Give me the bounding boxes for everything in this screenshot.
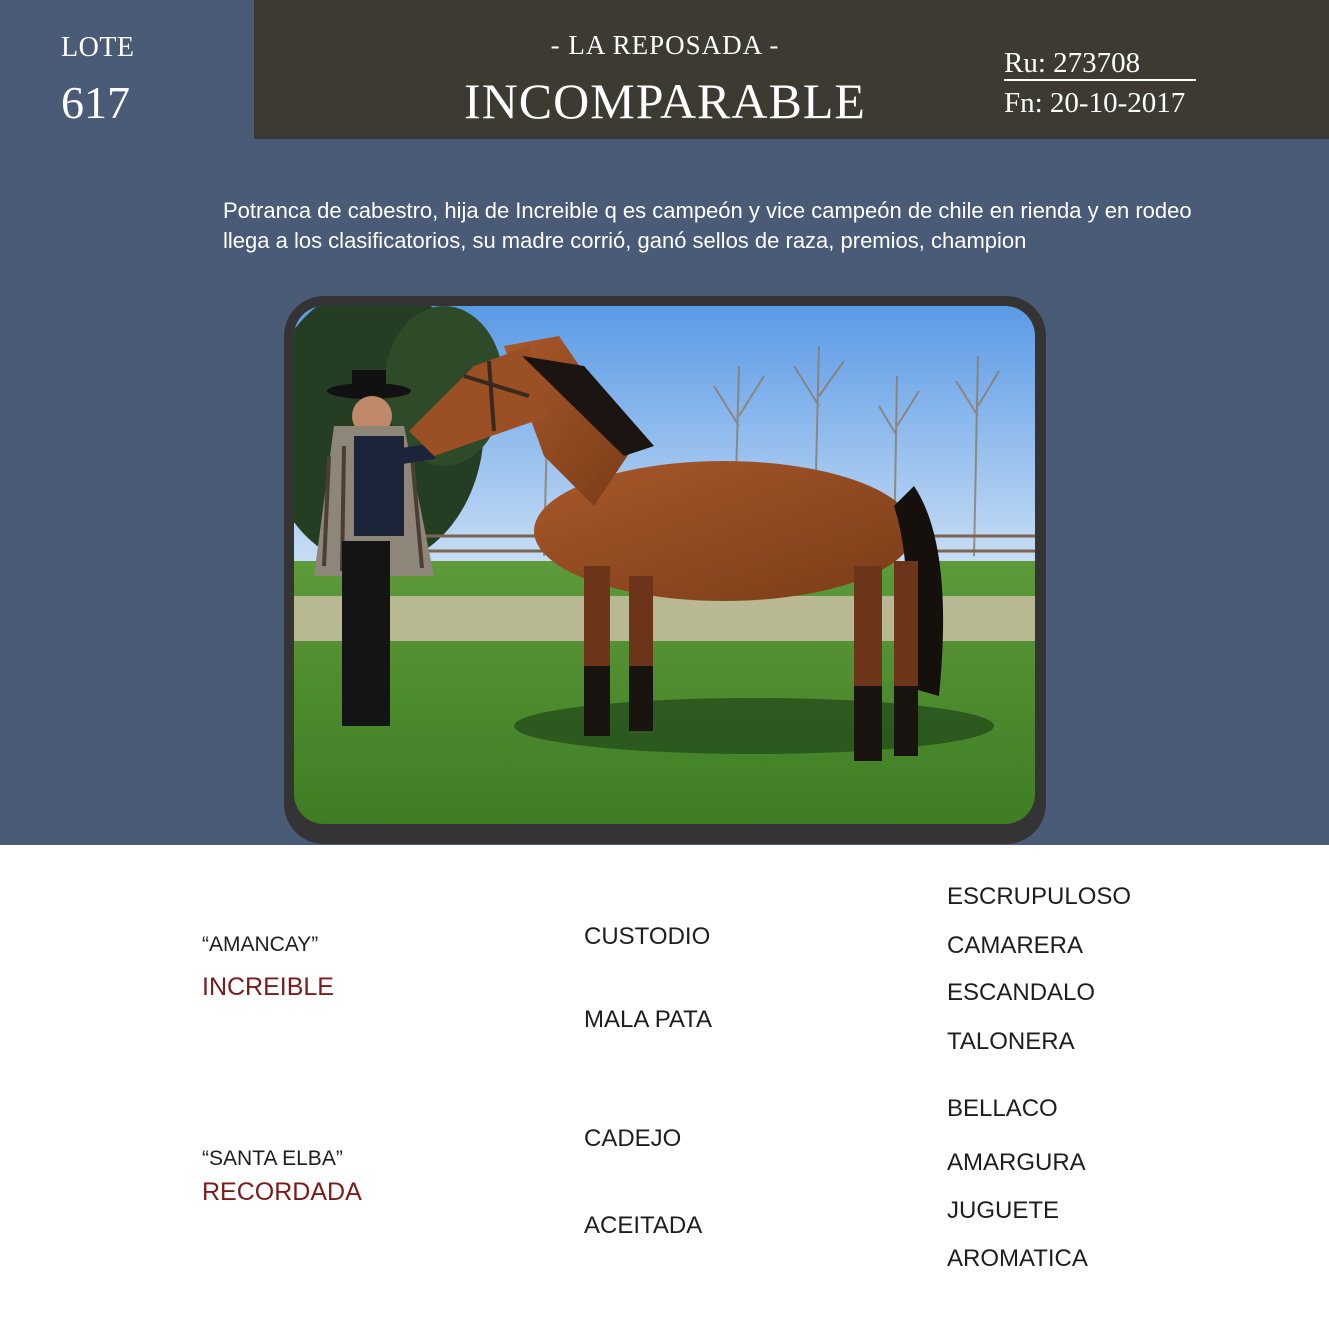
grandparent-3: CADEJO [584, 1125, 682, 1152]
birth-date: Fn: 20-10-2017 [1004, 87, 1186, 119]
lote-number: 617 [61, 77, 130, 128]
description [223, 196, 1283, 256]
grandparent-4: ACEITADA [584, 1212, 703, 1239]
grandparent-1: CUSTODIO [584, 923, 711, 950]
photo-frame [284, 296, 1046, 844]
lote-box [0, 0, 254, 139]
sire-name: INCREIBLE [202, 973, 334, 1001]
lote-label: LOTE [61, 32, 135, 63]
dam-nickname: “SANTA ELBA” [202, 1147, 343, 1170]
great-grandparent-1: ESCRUPULOSO [947, 883, 1132, 910]
description-line-2: llega a los clasificatorios, su madre corrió, ganó sellos de raza, premios, champion [223, 228, 1027, 253]
breeder-name: - LA REPOSADA - [550, 30, 780, 60]
registration-number: Ru: 273708 [1004, 48, 1196, 81]
great-grandparent-4: TALONERA [947, 1028, 1075, 1055]
great-grandparent-2: CAMARERA [947, 932, 1084, 959]
dam-name: RECORDADA [202, 1178, 362, 1206]
header-bar [254, 0, 1329, 139]
description-line-1: Potranca de cabestro, hija de Increible q es campeón y vice campeón de chile en rienda y en rodeo [223, 198, 1192, 223]
great-grandparent-3: ESCANDALO [947, 979, 1096, 1006]
grandparent-2: MALA PATA [584, 1006, 713, 1033]
horse-name: INCOMPARABLE [464, 73, 866, 129]
great-grandparent-5: BELLACO [947, 1095, 1058, 1122]
sire-nickname: “AMANCAY” [202, 933, 319, 956]
horse-photo [294, 306, 1035, 824]
great-grandparent-7: JUGUETE [947, 1197, 1060, 1224]
great-grandparent-8: AROMATICA [947, 1245, 1088, 1272]
great-grandparent-6: AMARGURA [947, 1149, 1086, 1176]
